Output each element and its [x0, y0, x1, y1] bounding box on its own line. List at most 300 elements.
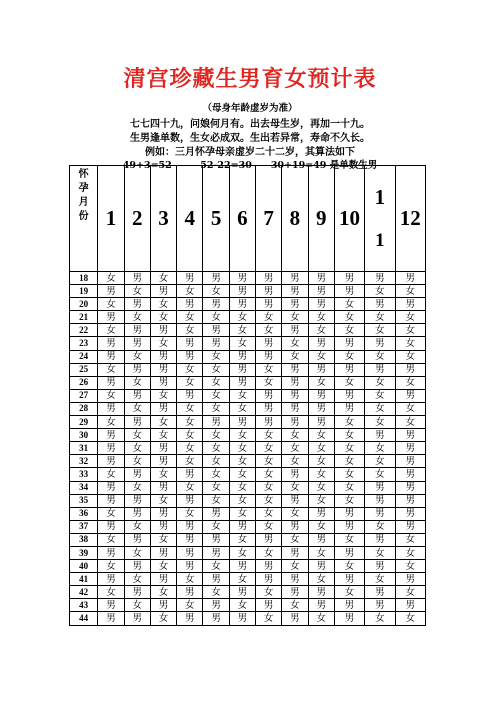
gender-cell: 男 [256, 350, 282, 363]
age-cell: 29 [70, 416, 98, 429]
gender-cell: 男 [308, 272, 334, 285]
age-cell: 37 [70, 520, 98, 533]
gender-cell: 女 [365, 468, 395, 481]
table-row [70, 429, 426, 442]
gender-cell: 女 [98, 324, 124, 337]
gender-cell: 女 [150, 612, 176, 625]
gender-cell: 男 [98, 429, 124, 442]
gender-cell: 女 [98, 416, 124, 429]
gender-cell: 男 [282, 285, 308, 298]
gender-cell: 女 [203, 350, 229, 363]
gender-cell: 男 [334, 507, 364, 520]
age-cell: 28 [70, 402, 98, 415]
gender-cell: 男 [334, 402, 364, 415]
gender-cell: 男 [229, 586, 255, 599]
gender-cell: 男 [177, 546, 203, 559]
gender-cell: 男 [150, 442, 176, 455]
gender-cell: 男 [150, 599, 176, 612]
gender-cell: 女 [98, 468, 124, 481]
age-cell: 21 [70, 311, 98, 324]
gender-cell: 女 [229, 311, 255, 324]
gender-cell: 女 [334, 298, 364, 311]
gender-cell: 女 [282, 350, 308, 363]
age-cell: 32 [70, 455, 98, 468]
table-row [70, 455, 426, 468]
table-row [70, 520, 426, 533]
gender-cell: 女 [203, 429, 229, 442]
gender-cell: 男 [395, 455, 426, 468]
gender-cell: 男 [150, 285, 176, 298]
gender-cell: 女 [334, 311, 364, 324]
prediction-table [69, 165, 426, 626]
gender-cell: 男 [203, 612, 229, 625]
gender-cell: 女 [308, 520, 334, 533]
gender-cell: 男 [150, 520, 176, 533]
gender-cell: 女 [98, 272, 124, 285]
month-header-10: 10 [334, 166, 364, 272]
gender-cell: 女 [282, 429, 308, 442]
gender-cell: 男 [124, 389, 150, 402]
gender-cell: 女 [229, 402, 255, 415]
gender-cell: 女 [365, 442, 395, 455]
gender-cell: 女 [282, 337, 308, 350]
example-line: 例如：三月怀孕母亲虚岁二十二岁，其算法如下 [145, 147, 355, 158]
gender-cell: 男 [150, 573, 176, 586]
gender-cell: 女 [365, 350, 395, 363]
month-header-row [70, 166, 426, 272]
gender-cell: 男 [282, 416, 308, 429]
gender-cell: 女 [395, 285, 426, 298]
gender-cell: 男 [395, 298, 426, 311]
age-cell: 41 [70, 573, 98, 586]
corner-header-char: 份 [78, 211, 89, 222]
gender-cell: 男 [124, 468, 150, 481]
gender-cell: 男 [229, 350, 255, 363]
gender-cell: 女 [365, 402, 395, 415]
gender-cell: 女 [150, 468, 176, 481]
gender-cell: 女 [203, 586, 229, 599]
gender-cell: 女 [229, 455, 255, 468]
gender-cell: 男 [203, 298, 229, 311]
gender-cell: 女 [203, 520, 229, 533]
gender-cell: 女 [203, 560, 229, 573]
gender-cell: 男 [365, 337, 395, 350]
age-cell: 22 [70, 324, 98, 337]
age-cell: 25 [70, 363, 98, 376]
table-row [70, 389, 426, 402]
gender-cell: 女 [308, 494, 334, 507]
gender-cell: 男 [365, 586, 395, 599]
gender-cell: 男 [308, 363, 334, 376]
table-row [70, 586, 426, 599]
gender-cell: 女 [124, 285, 150, 298]
gender-cell: 男 [124, 416, 150, 429]
gender-cell: 男 [395, 599, 426, 612]
gender-cell: 男 [365, 298, 395, 311]
gender-cell: 男 [98, 442, 124, 455]
gender-cell: 男 [177, 494, 203, 507]
gender-cell: 女 [308, 468, 334, 481]
gender-cell: 男 [395, 272, 426, 285]
gender-cell: 女 [98, 533, 124, 546]
gender-cell: 男 [334, 546, 364, 559]
gender-cell: 男 [256, 272, 282, 285]
gender-cell: 女 [334, 494, 364, 507]
gender-cell: 男 [365, 599, 395, 612]
gender-cell: 男 [256, 337, 282, 350]
gender-cell: 女 [256, 520, 282, 533]
gender-cell: 女 [334, 481, 364, 494]
month-header-1: 1 [98, 166, 124, 272]
month-header-6: 6 [229, 166, 255, 272]
gender-cell: 男 [308, 389, 334, 402]
gender-cell: 男 [334, 612, 364, 625]
corner-header-char: 孕 [78, 183, 89, 194]
gender-cell: 女 [282, 507, 308, 520]
gender-cell: 男 [177, 520, 203, 533]
gender-cell: 女 [203, 455, 229, 468]
gender-cell: 女 [308, 429, 334, 442]
gender-cell: 女 [256, 429, 282, 442]
gender-cell: 女 [150, 311, 176, 324]
gender-cell: 女 [365, 376, 395, 389]
gender-cell: 男 [150, 324, 176, 337]
gender-cell: 男 [282, 494, 308, 507]
gender-cell: 男 [256, 573, 282, 586]
gender-cell: 女 [98, 507, 124, 520]
gender-cell: 女 [334, 533, 364, 546]
gender-cell: 女 [365, 573, 395, 586]
gender-cell: 女 [124, 481, 150, 494]
gender-cell: 男 [256, 533, 282, 546]
gender-cell: 女 [124, 455, 150, 468]
prediction-table-body [70, 272, 426, 626]
gender-cell: 女 [395, 376, 426, 389]
gender-cell: 男 [98, 494, 124, 507]
gender-cell: 男 [365, 272, 395, 285]
gender-cell: 女 [229, 507, 255, 520]
gender-cell: 男 [124, 298, 150, 311]
gender-cell: 女 [124, 376, 150, 389]
gender-cell: 男 [334, 599, 364, 612]
age-cell: 27 [70, 389, 98, 402]
gender-cell: 女 [334, 468, 364, 481]
gender-cell: 男 [124, 586, 150, 599]
gender-cell: 男 [229, 612, 255, 625]
corner-header [70, 166, 98, 272]
gender-cell: 男 [282, 612, 308, 625]
gender-cell: 男 [334, 285, 364, 298]
gender-cell: 男 [177, 272, 203, 285]
gender-cell: 男 [365, 363, 395, 376]
gender-cell: 女 [124, 311, 150, 324]
gender-cell: 男 [334, 389, 364, 402]
gender-cell: 女 [124, 429, 150, 442]
gender-cell: 女 [256, 376, 282, 389]
table-row [70, 402, 426, 415]
gender-cell: 女 [203, 376, 229, 389]
gender-cell: 女 [150, 560, 176, 573]
page-title: 清宫珍藏生男育女预计表 [123, 66, 377, 92]
corner-header-char: 怀 [78, 169, 89, 180]
age-cell: 39 [70, 546, 98, 559]
age-cell: 35 [70, 494, 98, 507]
gender-cell: 女 [150, 416, 176, 429]
gender-cell: 女 [229, 546, 255, 559]
gender-cell: 女 [150, 337, 176, 350]
gender-cell: 男 [365, 533, 395, 546]
month-header-2: 2 [124, 166, 150, 272]
gender-cell: 男 [256, 416, 282, 429]
gender-cell: 男 [282, 520, 308, 533]
gender-cell: 男 [150, 455, 176, 468]
table-row [70, 481, 426, 494]
gender-cell: 男 [334, 272, 364, 285]
gender-cell: 男 [365, 494, 395, 507]
age-cell: 31 [70, 442, 98, 455]
gender-cell: 女 [256, 586, 282, 599]
gender-cell: 男 [395, 481, 426, 494]
gender-cell: 男 [395, 494, 426, 507]
gender-cell: 男 [150, 507, 176, 520]
gender-cell: 男 [177, 560, 203, 573]
gender-cell: 女 [150, 586, 176, 599]
gender-cell: 男 [282, 363, 308, 376]
gender-cell: 男 [229, 285, 255, 298]
gender-cell: 男 [395, 520, 426, 533]
gender-cell: 男 [124, 272, 150, 285]
gender-cell: 女 [256, 612, 282, 625]
gender-cell: 女 [256, 481, 282, 494]
gender-cell: 男 [203, 272, 229, 285]
gender-cell: 男 [98, 612, 124, 625]
gender-cell: 男 [150, 363, 176, 376]
gender-cell: 女 [98, 298, 124, 311]
gender-cell: 男 [334, 573, 364, 586]
gender-cell: 男 [256, 285, 282, 298]
gender-cell: 男 [150, 350, 176, 363]
gender-cell: 女 [203, 481, 229, 494]
age-cell: 19 [70, 285, 98, 298]
table-row [70, 350, 426, 363]
gender-cell: 男 [177, 533, 203, 546]
gender-cell: 男 [282, 468, 308, 481]
gender-cell: 女 [150, 533, 176, 546]
gender-cell: 女 [256, 311, 282, 324]
gender-cell: 女 [150, 389, 176, 402]
rhyme-line-1: 七七四十九，问娘何月有。出去母生岁，再加一十九。 [130, 119, 370, 130]
gender-cell: 女 [365, 546, 395, 559]
gender-cell: 女 [395, 402, 426, 415]
table-row [70, 376, 426, 389]
gender-cell: 女 [177, 324, 203, 337]
month-header-8: 8 [282, 166, 308, 272]
gender-cell: 男 [98, 402, 124, 415]
gender-cell: 女 [395, 350, 426, 363]
gender-cell: 男 [177, 298, 203, 311]
age-cell: 40 [70, 560, 98, 573]
gender-cell: 男 [177, 389, 203, 402]
table-row [70, 416, 426, 429]
gender-cell: 女 [124, 350, 150, 363]
gender-cell: 女 [177, 429, 203, 442]
gender-cell: 女 [334, 324, 364, 337]
gender-cell: 男 [395, 442, 426, 455]
month-header-3: 3 [150, 166, 176, 272]
gender-cell: 女 [177, 376, 203, 389]
gender-cell: 男 [98, 337, 124, 350]
gender-cell: 女 [98, 389, 124, 402]
gender-cell: 女 [177, 416, 203, 429]
gender-cell: 男 [124, 560, 150, 573]
gender-cell: 女 [308, 376, 334, 389]
gender-cell: 男 [282, 546, 308, 559]
gender-cell: 男 [203, 324, 229, 337]
gender-cell: 男 [395, 573, 426, 586]
gender-cell: 男 [124, 507, 150, 520]
gender-cell: 女 [256, 507, 282, 520]
table-row [70, 560, 426, 573]
month-header-5: 5 [203, 166, 229, 272]
gender-cell: 男 [229, 298, 255, 311]
gender-cell: 女 [282, 311, 308, 324]
gender-cell: 女 [256, 324, 282, 337]
gender-cell: 女 [308, 350, 334, 363]
gender-cell: 男 [177, 337, 203, 350]
table-row [70, 573, 426, 586]
age-cell: 20 [70, 298, 98, 311]
gender-cell: 女 [395, 533, 426, 546]
gender-cell: 男 [203, 533, 229, 546]
gender-cell: 男 [308, 560, 334, 573]
age-cell: 18 [70, 272, 98, 285]
gender-cell: 男 [203, 599, 229, 612]
gender-cell: 女 [395, 337, 426, 350]
age-cell: 30 [70, 429, 98, 442]
gender-cell: 男 [177, 586, 203, 599]
gender-cell: 女 [203, 468, 229, 481]
gender-cell: 男 [334, 520, 364, 533]
gender-cell: 女 [282, 599, 308, 612]
gender-cell: 女 [177, 573, 203, 586]
gender-cell: 男 [229, 520, 255, 533]
gender-cell: 男 [98, 455, 124, 468]
gender-cell: 女 [203, 285, 229, 298]
table-row [70, 272, 426, 285]
gender-cell: 女 [124, 402, 150, 415]
age-cell: 26 [70, 376, 98, 389]
gender-cell: 女 [150, 494, 176, 507]
age-cell: 44 [70, 612, 98, 625]
gender-cell: 男 [395, 468, 426, 481]
gender-cell: 男 [395, 429, 426, 442]
gender-cell: 女 [203, 389, 229, 402]
table-row [70, 612, 426, 625]
gender-cell: 男 [98, 520, 124, 533]
gender-cell: 男 [282, 573, 308, 586]
gender-cell: 女 [150, 272, 176, 285]
gender-cell: 女 [308, 455, 334, 468]
gender-cell: 男 [308, 298, 334, 311]
gender-cell: 女 [365, 311, 395, 324]
table-row [70, 442, 426, 455]
gender-cell: 女 [334, 350, 364, 363]
gender-cell: 女 [256, 546, 282, 559]
table-row [70, 285, 426, 298]
gender-cell: 男 [124, 533, 150, 546]
table-row [70, 494, 426, 507]
gender-cell: 男 [308, 285, 334, 298]
gender-cell: 女 [308, 311, 334, 324]
table-row [70, 324, 426, 337]
age-cell: 42 [70, 586, 98, 599]
gender-cell: 男 [124, 324, 150, 337]
gender-cell: 男 [229, 376, 255, 389]
age-cell: 34 [70, 481, 98, 494]
gender-cell: 女 [150, 298, 176, 311]
gender-cell: 男 [308, 586, 334, 599]
gender-cell: 男 [334, 363, 364, 376]
gender-cell: 女 [365, 416, 395, 429]
gender-cell: 女 [395, 560, 426, 573]
month-header-11 [365, 166, 395, 272]
table-row [70, 599, 426, 612]
gender-cell: 男 [124, 612, 150, 625]
gender-cell: 女 [150, 429, 176, 442]
gender-cell: 女 [308, 324, 334, 337]
gender-cell: 女 [229, 599, 255, 612]
gender-cell: 女 [282, 533, 308, 546]
gender-cell: 女 [365, 324, 395, 337]
gender-cell: 女 [98, 363, 124, 376]
gender-cell: 女 [282, 442, 308, 455]
gender-cell: 男 [256, 560, 282, 573]
gender-cell: 女 [124, 599, 150, 612]
gender-cell: 女 [334, 416, 364, 429]
gender-cell: 男 [177, 350, 203, 363]
gender-cell: 女 [334, 560, 364, 573]
gender-cell: 男 [203, 573, 229, 586]
gender-cell: 男 [282, 298, 308, 311]
gender-cell: 男 [98, 376, 124, 389]
gender-cell: 女 [395, 612, 426, 625]
gender-cell: 女 [124, 546, 150, 559]
gender-cell: 女 [308, 442, 334, 455]
gender-cell: 女 [334, 586, 364, 599]
gender-cell: 男 [256, 402, 282, 415]
gender-cell: 男 [150, 481, 176, 494]
table-row [70, 507, 426, 520]
table-row [70, 546, 426, 559]
gender-cell: 女 [256, 455, 282, 468]
table-row [70, 363, 426, 376]
age-cell: 24 [70, 350, 98, 363]
gender-cell: 女 [395, 324, 426, 337]
gender-cell: 女 [229, 324, 255, 337]
gender-cell: 女 [229, 389, 255, 402]
gender-cell: 女 [229, 337, 255, 350]
gender-cell: 女 [395, 311, 426, 324]
gender-cell: 男 [395, 389, 426, 402]
gender-cell: 女 [365, 612, 395, 625]
month-header-11-part: 1 [374, 185, 386, 209]
gender-cell: 女 [395, 586, 426, 599]
gender-cell: 男 [256, 389, 282, 402]
gender-cell: 女 [229, 442, 255, 455]
gender-cell: 男 [203, 507, 229, 520]
gender-cell: 女 [256, 494, 282, 507]
gender-cell: 男 [365, 429, 395, 442]
